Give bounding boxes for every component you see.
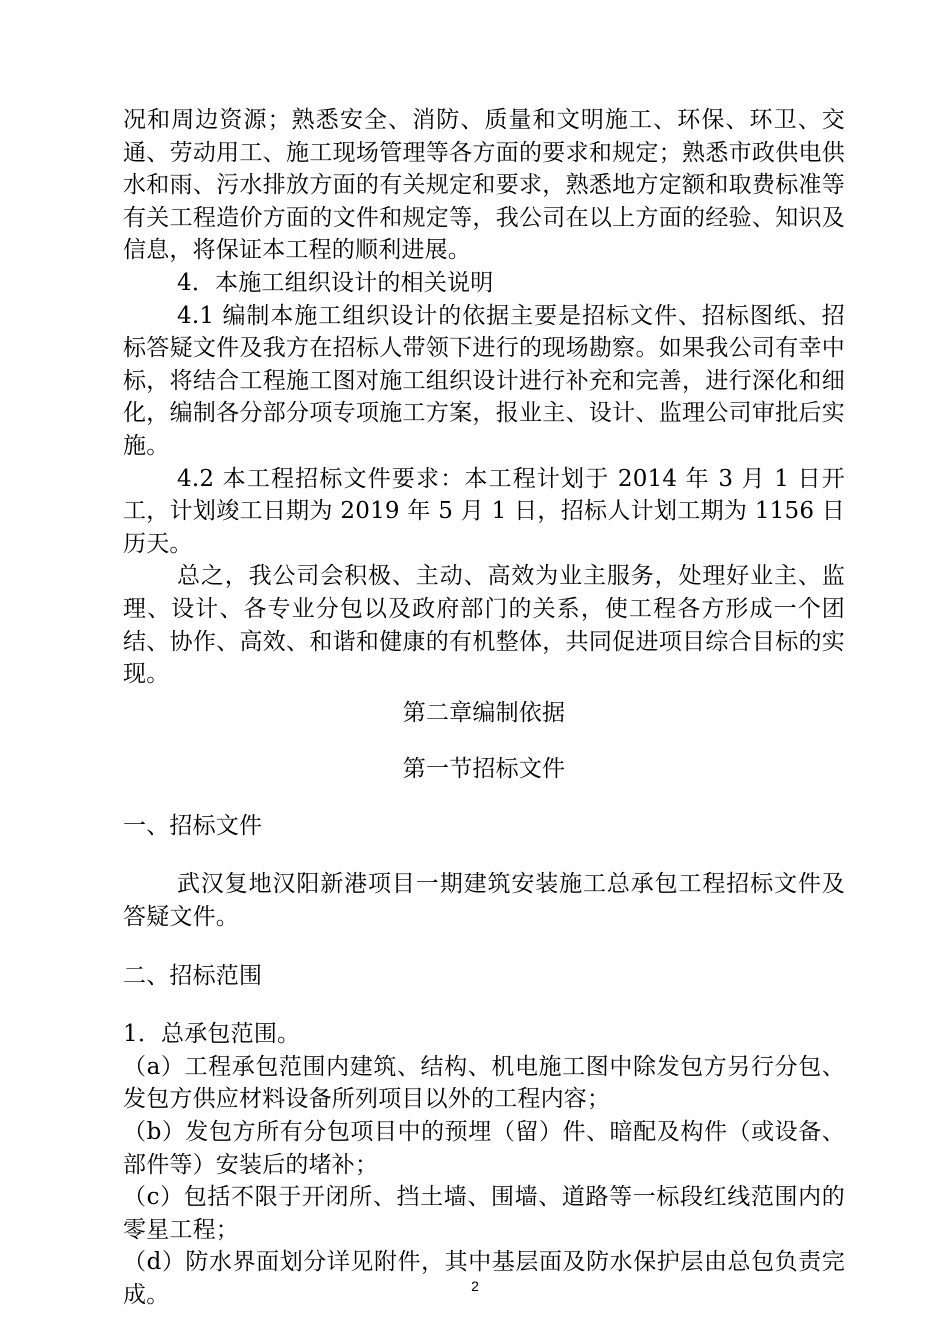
section-title: 第一节招标文件: [402, 756, 566, 783]
heading-design-notes: 4．本施工组织设计的相关说明: [177, 269, 494, 296]
list-item-general-contract-scope: 1．总承包范围。: [123, 1021, 301, 1048]
subheading-bidding-documents: 一、招标文件: [123, 812, 263, 839]
paragraph-bidding-documents: 武汉复地汉阳新港项目一期建筑安装施工总承包工程招标文件及答疑文件。: [123, 871, 845, 931]
chapter-title: 第二章编制依据: [402, 699, 566, 726]
list-item-scope-a: （a）工程承包范围内建筑、结构、机电施工图中除发包方另行分包、发包方供应材料设备所列项目以外的工程内容；: [123, 1053, 845, 1113]
page-number: 2: [471, 1278, 479, 1294]
paragraph-site-knowledge: 况和周边资源；熟悉安全、消防、质量和文明施工、环保、环卫、交通、劳动用工、施工现场管理等各方面的要求和规定；熟悉市政供电供水和雨、污水排放方面的有关规定和要求，熟悉地方定额和取费标准等有关工程造价方面的文件和规定等，我公司在以上方面的经验、知识及信息，将保证本工程的顺利进展。: [123, 107, 845, 264]
list-item-scope-b: （b）发包方所有分包项目中的预埋（留）件、暗配及构件（或设备、部件等）安装后的堵补；: [123, 1119, 845, 1178]
document-body: [123, 104, 845, 1312]
paragraph-design-basis: 4.1 编制本施工组织设计的依据主要是招标文件、招标图纸、招标答疑文件及我方在招标人带领下进行的现场勘察。如果我公司有幸中标，将结合工程施工图对施工组织设计进行补充和完善，进行深化和细化，编制各分部分项专项施工方案，报业主、设计、监理公司审批后实施。: [123, 302, 845, 459]
paragraph-schedule: 4.2 本工程招标文件要求：本工程计划于 2014 年 3 月 1 日开工，计划竣工日期为 2019 年 5 月 1 日，招标人计划工期为 1156 日历天。: [123, 465, 845, 557]
paragraph-summary: 总之，我公司会积极、主动、高效为业主服务，处理好业主、监理、设计、各专业分包以及政府部门的关系，使工程各方形成一个团结、协作、高效、和谐和健康的有机整体，共同促进项目综合目标的实现。: [123, 563, 845, 688]
subheading-bidding-scope: 二、招标范围: [123, 962, 263, 989]
list-item-scope-d: （d）防水界面划分详见附件，其中基层面及防水保护层由总包负责完成。: [123, 1249, 845, 1308]
list-item-scope-c: （c）包括不限于开闭所、挡土墙、围墙、道路等一标段红线范围内的零星工程；: [123, 1184, 845, 1243]
